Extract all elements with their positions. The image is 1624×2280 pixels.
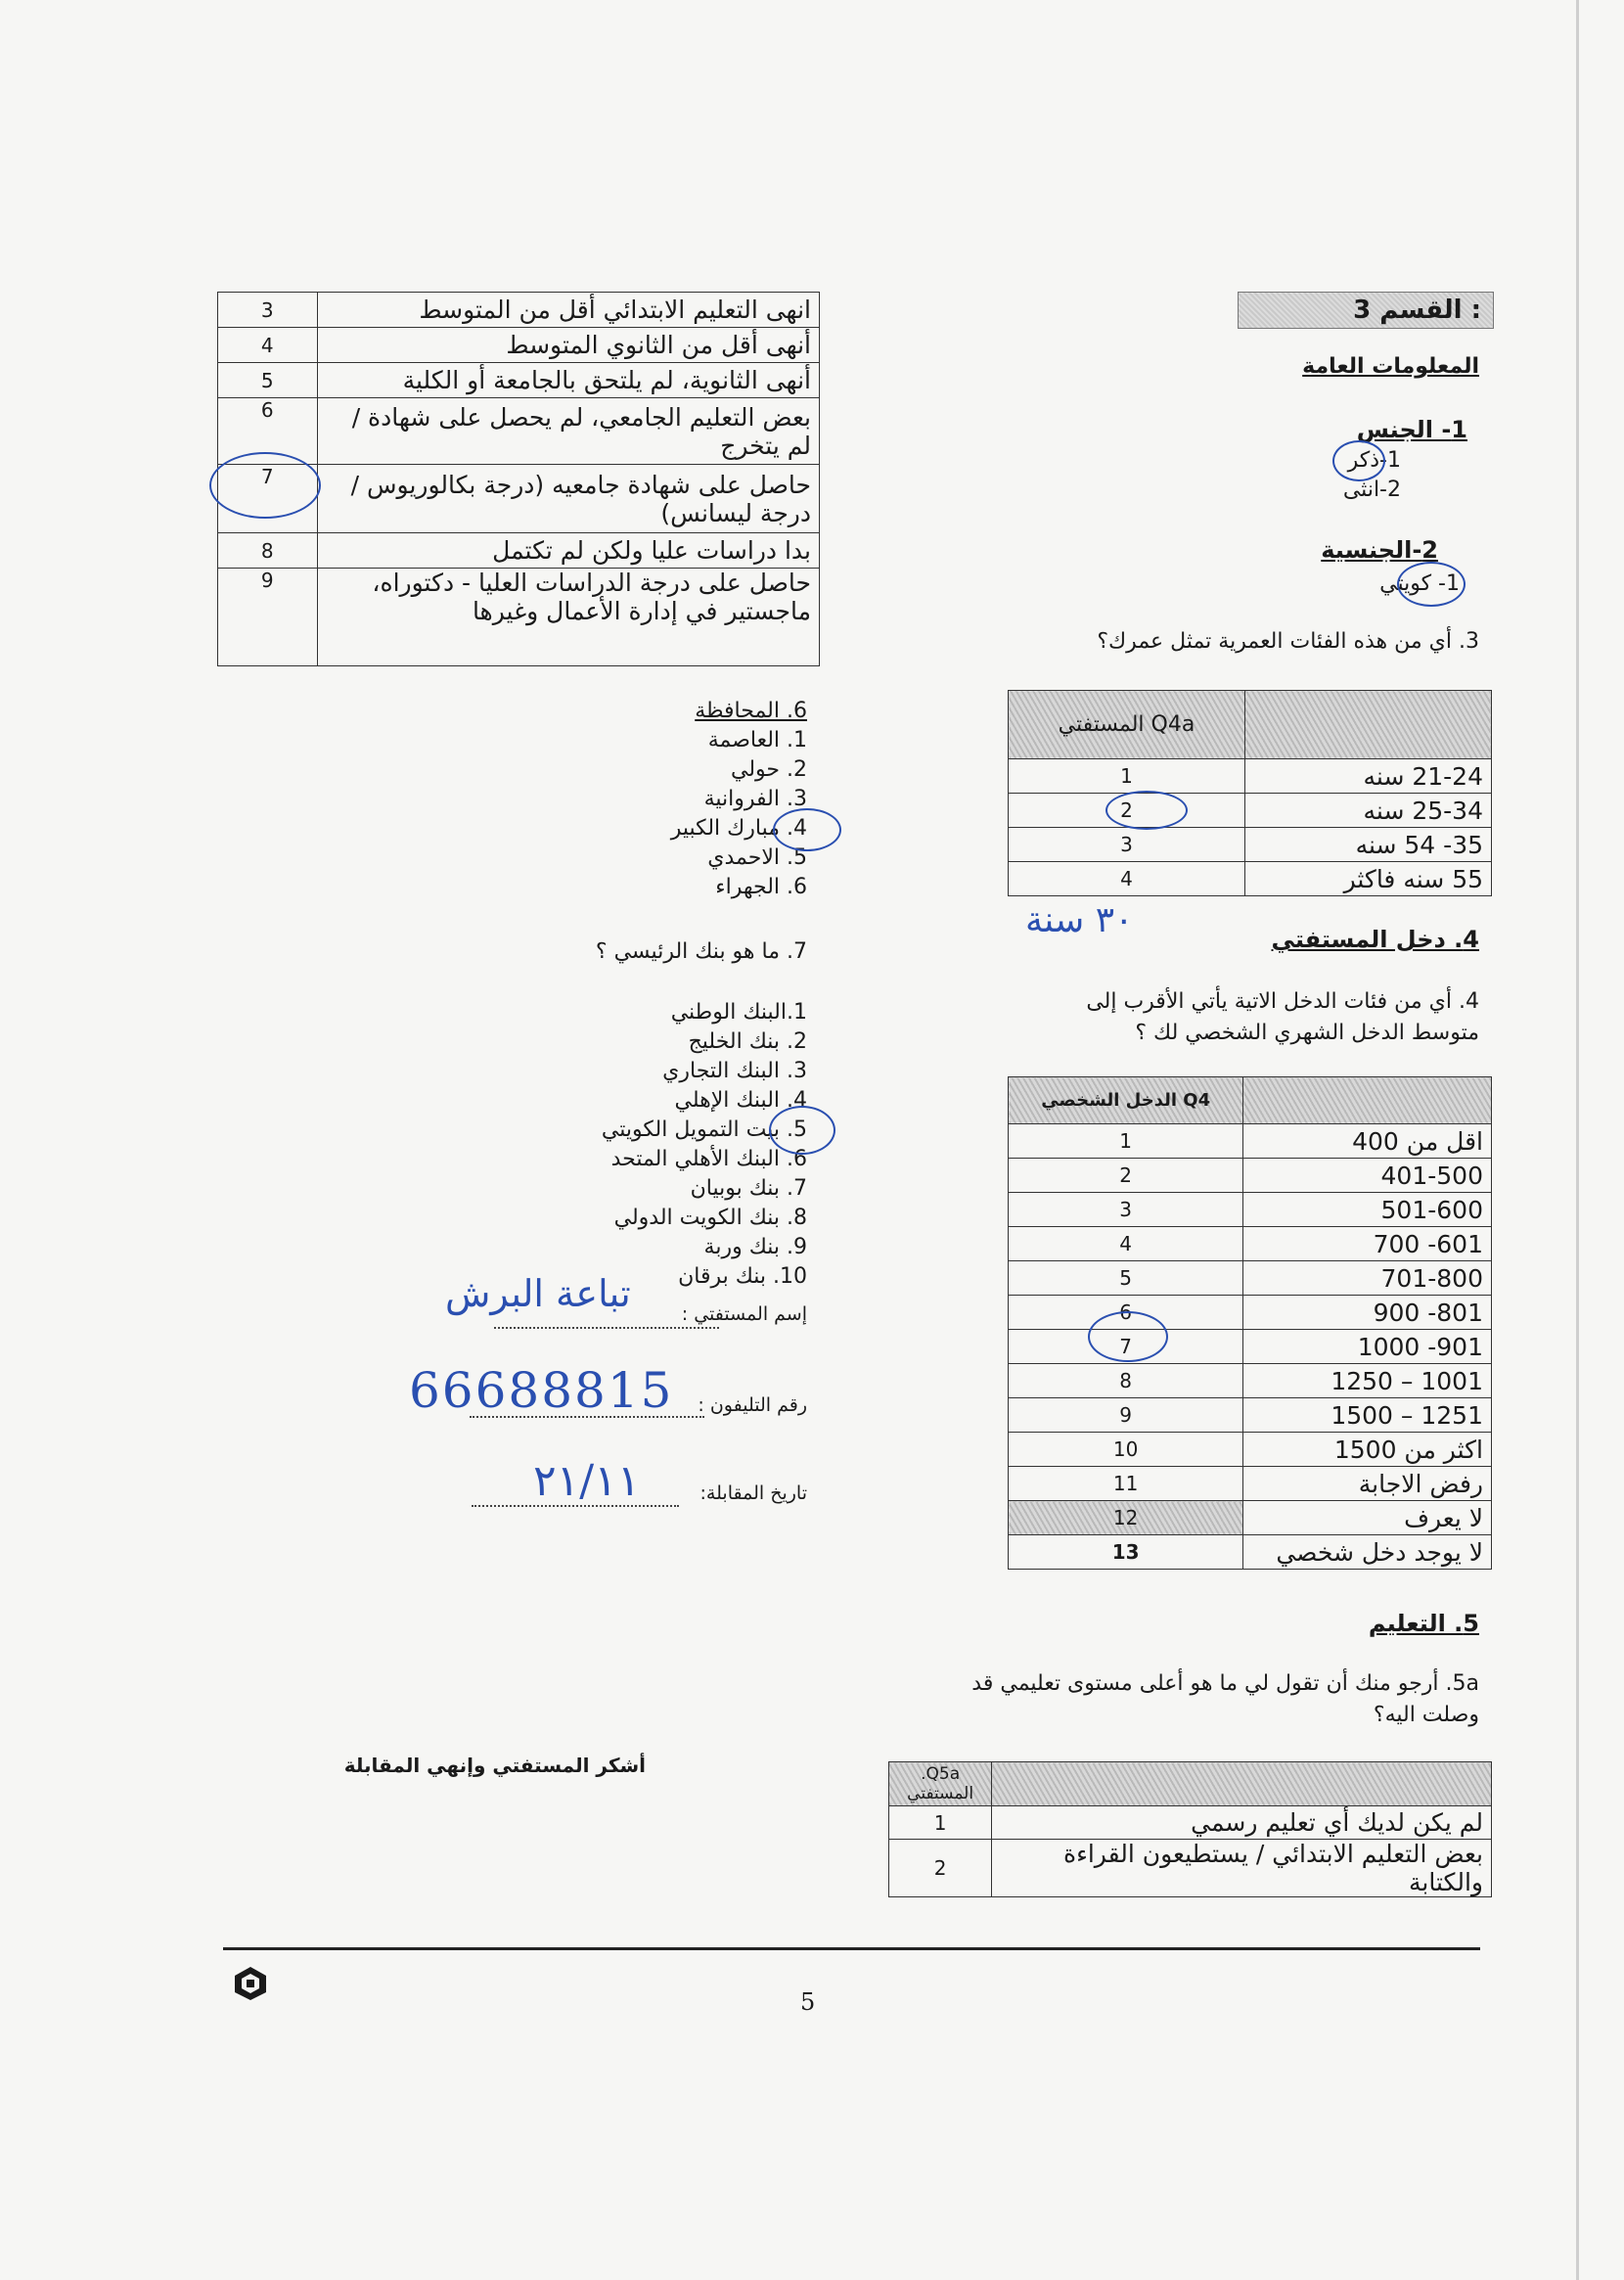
- edu-code: 2: [889, 1840, 992, 1897]
- page-edge: [1576, 0, 1579, 2280]
- table-row[interactable]: [1009, 1398, 1492, 1433]
- edu-label: أنهى أقل من الثانوي المتوسط: [317, 328, 819, 363]
- date-label: تاريخ المقابلة:: [699, 1482, 807, 1504]
- governorate-item[interactable]: 1. العاصمة: [707, 728, 807, 752]
- table-row[interactable]: [1009, 1159, 1492, 1193]
- income-label: 601- 700: [1243, 1227, 1492, 1261]
- governorate-item[interactable]: 5. الاحمدي: [707, 845, 807, 870]
- table-row[interactable]: [1009, 1433, 1492, 1467]
- table-row[interactable]: [889, 1806, 1492, 1840]
- governorate-item[interactable]: 6. الجهراء: [715, 875, 807, 899]
- income-title: 4. دخل المستفتي: [1271, 926, 1479, 953]
- income-code: 12: [1009, 1501, 1243, 1535]
- table-row[interactable]: [1009, 1501, 1492, 1535]
- income-label: 501-600: [1243, 1193, 1492, 1227]
- table-row[interactable]: [218, 398, 820, 465]
- education-selection-circle: [209, 452, 321, 519]
- bank-item[interactable]: 10. بنك برقان: [678, 1264, 807, 1289]
- age-label: 35- 54 سنه: [1244, 828, 1491, 862]
- gender-title: 1- الجنس: [1356, 416, 1467, 443]
- table-row[interactable]: [889, 1840, 1492, 1897]
- income-label: لا يوجد دخل شخصي: [1243, 1535, 1492, 1570]
- edu-label: بعض التعليم الابتدائي / يستطيعون القراءة والكتابة: [992, 1840, 1492, 1897]
- age-handwriting: ٣٠ سنة: [1025, 900, 1134, 940]
- age-code: 1: [1009, 759, 1245, 794]
- income-table-header: Q4 الدخل الشخصي: [1009, 1077, 1243, 1124]
- bank-item[interactable]: 7. بنك بوبيان: [690, 1176, 807, 1201]
- governorate-selection-circle: [773, 808, 841, 851]
- age-code: 2: [1009, 794, 1245, 828]
- bank-item[interactable]: 1.البنك الوطني: [670, 1000, 807, 1025]
- table-row[interactable]: [1009, 759, 1492, 794]
- income-code: 8: [1009, 1364, 1243, 1398]
- bank-item[interactable]: 8. بنك الكويت الدولي: [613, 1206, 807, 1230]
- general-info-title: المعلومات العامة: [1302, 354, 1479, 379]
- page-number: 5: [800, 1988, 816, 2016]
- phone-handwriting: 66688815: [409, 1362, 674, 1419]
- income-label: 1251 – 1500: [1243, 1398, 1492, 1433]
- edu-code: 5: [218, 363, 318, 398]
- income-code: 1: [1009, 1124, 1243, 1159]
- table-row[interactable]: [1009, 828, 1492, 862]
- table-row[interactable]: [218, 293, 820, 328]
- income-table: [1008, 1076, 1492, 1570]
- nationality-option[interactable]: 1- كويتي: [1379, 571, 1460, 596]
- income-code: 13: [1009, 1535, 1243, 1570]
- table-row[interactable]: [1009, 1467, 1492, 1501]
- table-row[interactable]: [218, 328, 820, 363]
- q5a-text: 5a. أرجو منك أن تقول لي ما هو أعلى مستوى تعليمي قد وصلت اليه؟: [971, 1671, 1479, 1727]
- edu-code: 6: [218, 398, 318, 465]
- gender-option-female[interactable]: 2-انثى: [1342, 478, 1401, 502]
- income-label: 1001 – 1250: [1243, 1364, 1492, 1398]
- edu-code: 4: [218, 328, 318, 363]
- bank-question: 7. ما هو بنك الرئيسي ؟: [595, 939, 807, 964]
- income-code: 9: [1009, 1398, 1243, 1433]
- edu-label: أنهى الثانوية، لم يلتحق بالجامعة أو الكلية: [317, 363, 819, 398]
- edu-code: 1: [889, 1806, 992, 1840]
- bank-selection-circle: [769, 1106, 835, 1155]
- table-row[interactable]: [1009, 1193, 1492, 1227]
- edu-code: 9: [218, 569, 318, 666]
- table-row[interactable]: [1009, 1296, 1492, 1330]
- education-title: 5. التعليم: [1368, 1610, 1479, 1637]
- income-code: 7: [1009, 1330, 1243, 1364]
- edu-code: 8: [218, 533, 318, 569]
- table-row[interactable]: [218, 569, 820, 666]
- governorate-item[interactable]: 2. حولي: [731, 757, 807, 782]
- bank-item[interactable]: 3. البنك التجاري: [662, 1059, 807, 1083]
- income-label: رفض الاجابة: [1243, 1467, 1492, 1501]
- bank-item[interactable]: 4. البنك الإهلي: [674, 1088, 807, 1113]
- bank-item[interactable]: 6. البنك الأهلي المتحد: [610, 1147, 807, 1171]
- age-code: 4: [1009, 862, 1245, 896]
- age-code: 3: [1009, 828, 1245, 862]
- edu-label: لم يكن لديك أي تعليم رسمي: [992, 1806, 1492, 1840]
- table-row[interactable]: [1009, 1535, 1492, 1570]
- age-selection-circle: [1105, 791, 1188, 830]
- q3-text: 3. أي من هذه الفئات العمرية تمثل عمرك؟: [1097, 629, 1479, 654]
- footer-rule: [223, 1947, 1480, 1950]
- age-label: 55 سنه فاكثر: [1244, 862, 1491, 896]
- gender-selection-circle: [1332, 440, 1385, 481]
- edu-label: حاصل على درجة الدراسات العليا - دكتوراه، ماجستير في إدارة الأعمال وغيرها: [317, 569, 819, 666]
- income-selection-circle: [1088, 1311, 1168, 1362]
- governorate-item[interactable]: 4. مبارك الكبير: [670, 816, 807, 841]
- table-row[interactable]: [1009, 1227, 1492, 1261]
- age-label: 21-24 سنه: [1244, 759, 1491, 794]
- section-header-label: القسم 3 :: [1353, 296, 1481, 325]
- table-row[interactable]: [218, 533, 820, 569]
- edu-code: 3: [218, 293, 318, 328]
- table-row[interactable]: [1009, 1330, 1492, 1364]
- date-handwriting: ٢١/١١: [533, 1456, 641, 1506]
- logo-icon: [232, 1965, 269, 2002]
- edu-label: بعض التعليم الجامعي، لم يحصل على شهادة / لم يتخرج: [317, 398, 819, 465]
- nationality-selection-circle: [1397, 562, 1466, 607]
- bank-item[interactable]: 5. بيت التمويل الكويتي: [601, 1117, 807, 1142]
- table-row[interactable]: [1009, 794, 1492, 828]
- respondent-name-label: إسم المستفتي :: [681, 1303, 807, 1325]
- edu-table-a-header-blank: [992, 1762, 1492, 1806]
- income-code: 5: [1009, 1261, 1243, 1296]
- table-row[interactable]: [1009, 1124, 1492, 1159]
- table-row[interactable]: [1009, 1261, 1492, 1296]
- edu-code: 7: [218, 465, 318, 533]
- age-table: [1008, 690, 1492, 896]
- table-row[interactable]: [1009, 862, 1492, 896]
- income-table-header-blank: [1243, 1077, 1492, 1124]
- edu-label: انهى التعليم الابتدائي أقل من المتوسط: [317, 293, 819, 328]
- income-code: 4: [1009, 1227, 1243, 1261]
- income-label: 901- 1000: [1243, 1330, 1492, 1364]
- gender-option-male[interactable]: 1-ذكر: [1347, 448, 1401, 473]
- income-code: 2: [1009, 1159, 1243, 1193]
- income-label: اكثر من 1500: [1243, 1433, 1492, 1467]
- edu-label: بدا دراسات عليا ولكن لم تكتمل: [317, 533, 819, 569]
- income-code: 11: [1009, 1467, 1243, 1501]
- education-table-a: [888, 1761, 1492, 1897]
- income-label: اقل من 400: [1243, 1124, 1492, 1159]
- table-row[interactable]: [1009, 1364, 1492, 1398]
- governorate-item[interactable]: 3. الفروانية: [703, 787, 807, 811]
- income-code: 6: [1009, 1296, 1243, 1330]
- thanks-text: أشكر المستفتي وإنهي المقابلة: [343, 1754, 646, 1777]
- nationality-title: 2-الجنسية: [1321, 536, 1438, 564]
- age-label: 25-34 سنه: [1244, 794, 1491, 828]
- phone-label: رقم التليفون :: [698, 1394, 807, 1416]
- income-label: 401-500: [1243, 1159, 1492, 1193]
- age-table-header: Q4a المستفتي: [1009, 691, 1245, 759]
- table-row[interactable]: [218, 363, 820, 398]
- section-header: [1238, 292, 1494, 329]
- income-code: 10: [1009, 1433, 1243, 1467]
- q4-text: 4. أي من فئات الدخل الاتية يأتي الأقرب إلى متوسط الدخل الشهري الشخصي لك ؟: [1086, 989, 1479, 1045]
- age-table-header-blank: [1244, 691, 1491, 759]
- income-code: 3: [1009, 1193, 1243, 1227]
- income-label: 801- 900: [1243, 1296, 1492, 1330]
- income-label: لا يعرف: [1243, 1501, 1492, 1535]
- respondent-name-line: [494, 1327, 719, 1329]
- bank-item[interactable]: 9. بنك وربة: [703, 1235, 807, 1259]
- edu-label: حاصل على شهادة جامعيه (درجة بكالوريوس / درجة ليسانس): [317, 465, 819, 533]
- respondent-name-handwriting: تباعة البرش: [445, 1272, 631, 1315]
- governorate-list: [671, 697, 807, 902]
- bank-item[interactable]: 2. بنك الخليج: [688, 1029, 807, 1054]
- governorate-title: 6. المحافظة: [695, 699, 807, 723]
- edu-table-a-header: Q5a. المستفتي: [889, 1762, 992, 1806]
- income-label: 701-800: [1243, 1261, 1492, 1296]
